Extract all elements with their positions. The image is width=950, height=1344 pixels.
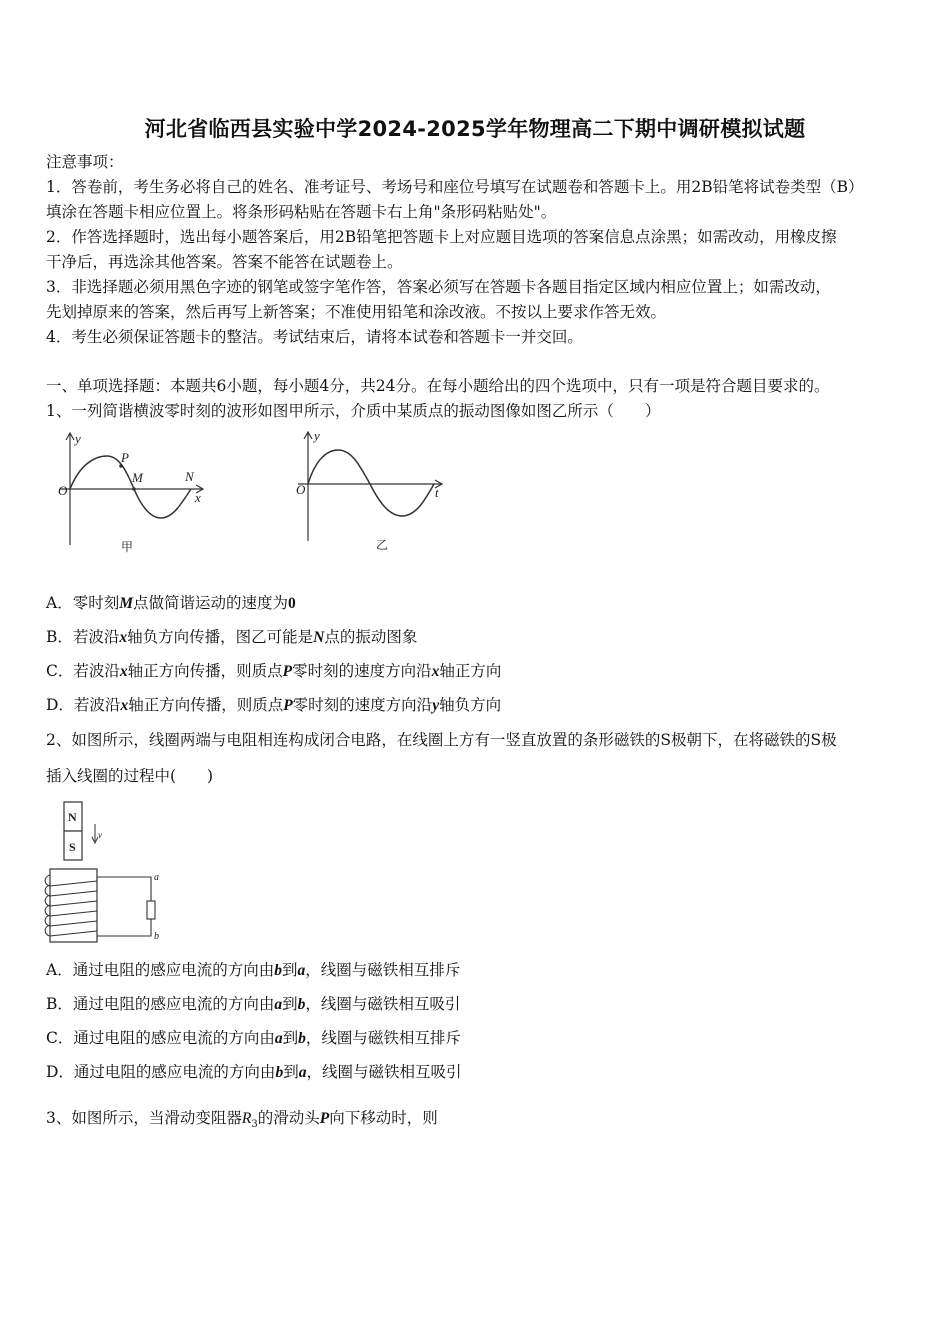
wave-figure-jia bbox=[55, 430, 215, 560]
figure-caption-yi: 乙 bbox=[376, 538, 389, 552]
y-axis-label: y bbox=[75, 431, 81, 446]
q2-option-d[interactable]: D．通过电阻的感应电流的方向由b到a，线圈与磁铁相互吸引 bbox=[46, 1063, 462, 1081]
terminal-b-label: b bbox=[154, 931, 159, 942]
magnet-n-pole: N bbox=[68, 810, 77, 824]
notice-heading: 注意事项： bbox=[46, 153, 124, 171]
notice-line: 2．作答选择题时，选出每小题答案后，用2B铅笔把答题卡上对应题目选项的答案信息点涂黑；如需改动，用橡皮擦 bbox=[46, 228, 837, 246]
q1-option-b[interactable]: B．若波沿x轴负方向传播，图乙可能是N点的振动图象 bbox=[46, 628, 418, 646]
origin-label: O bbox=[58, 483, 68, 498]
y-axis-label: y bbox=[314, 428, 320, 443]
q2-option-a[interactable]: A．通过电阻的感应电流的方向由b到a，线圈与磁铁相互排斥 bbox=[46, 961, 461, 979]
notice-line: 4．考生必须保证答题卡的整洁。考试结束后，请将本试卷和答题卡一并交回。 bbox=[46, 328, 583, 346]
q1-option-d[interactable]: D．若波沿x轴正方向传播，则质点P零时刻的速度方向沿y轴负方向 bbox=[46, 696, 502, 714]
q3-stem: 3、如图所示，当滑动变阻器$R_3$的滑动头P向下移动时，则 bbox=[46, 1109, 438, 1131]
q1-option-c[interactable]: C．若波沿x轴正方向传播，则质点P零时刻的速度方向沿x轴正方向 bbox=[46, 662, 502, 680]
q2-stem-cont: 插入线圈的过程中( ) bbox=[46, 767, 214, 785]
origin-label: O bbox=[296, 482, 306, 497]
notice-line: 1．答卷前，考生务必将自己的姓名、准考证号、考场号和座位号填写在试题卷和答题卡上。用2B铅笔将试卷类型（B） bbox=[46, 178, 864, 196]
figure-caption-jia: 甲 bbox=[121, 540, 134, 554]
notice-line: 填涂在答题卡相应位置上。将条形码粘贴在答题卡右上角"条形码粘贴处"。 bbox=[46, 203, 557, 221]
point-n-label: N bbox=[185, 469, 194, 484]
q1-stem: 1、一列简谐横波零时刻的波形如图甲所示，介质中某质点的振动图像如图乙所示（ ） bbox=[46, 402, 661, 420]
q2-stem: 2、如图所示，线圈两端与电阻相连构成闭合电路，在线圈上方有一竖直放置的条形磁铁的S极朝下，在将磁铁的S极 bbox=[46, 731, 837, 749]
velocity-label: v bbox=[98, 830, 102, 840]
notice-line: 先划掉原来的答案，然后再写上新答案；不准使用铅笔和涂改液。不按以上要求作答无效。 bbox=[46, 303, 667, 321]
point-p-label: P bbox=[121, 450, 129, 465]
q1-option-a[interactable]: A．零时刻M点做简谐运动的速度为0 bbox=[46, 594, 296, 612]
point-m-label: M bbox=[132, 470, 143, 485]
terminal-a-label: a bbox=[154, 872, 159, 883]
coil-magnet-figure bbox=[42, 797, 172, 947]
x-axis-label: x bbox=[195, 490, 201, 505]
page-title: 河北省临西县实验中学2024-2025学年物理高二下期中调研模拟试题 bbox=[144, 117, 806, 141]
t-axis-label: t bbox=[435, 485, 439, 500]
notice-line: 干净后，再选涂其他答案。答案不能答在试题卷上。 bbox=[46, 253, 403, 271]
vibration-figure-yi bbox=[290, 428, 455, 556]
section-heading: 一、单项选择题：本题共6小题，每小题4分，共24分。在每小题给出的四个选项中，只有一项是符合题目要求的。 bbox=[46, 377, 830, 395]
notice-line: 3．非选择题必须用黑色字迹的钢笔或签字笔作答，答案必须写在答题卡各题目指定区域内相应位置上；如需改动， bbox=[46, 278, 831, 296]
magnet-s-pole: S bbox=[69, 840, 76, 854]
q2-option-c[interactable]: C．通过电阻的感应电流的方向由a到b，线圈与磁铁相互排斥 bbox=[46, 1029, 461, 1047]
q2-option-b[interactable]: B．通过电阻的感应电流的方向由a到b，线圈与磁铁相互吸引 bbox=[46, 995, 461, 1013]
